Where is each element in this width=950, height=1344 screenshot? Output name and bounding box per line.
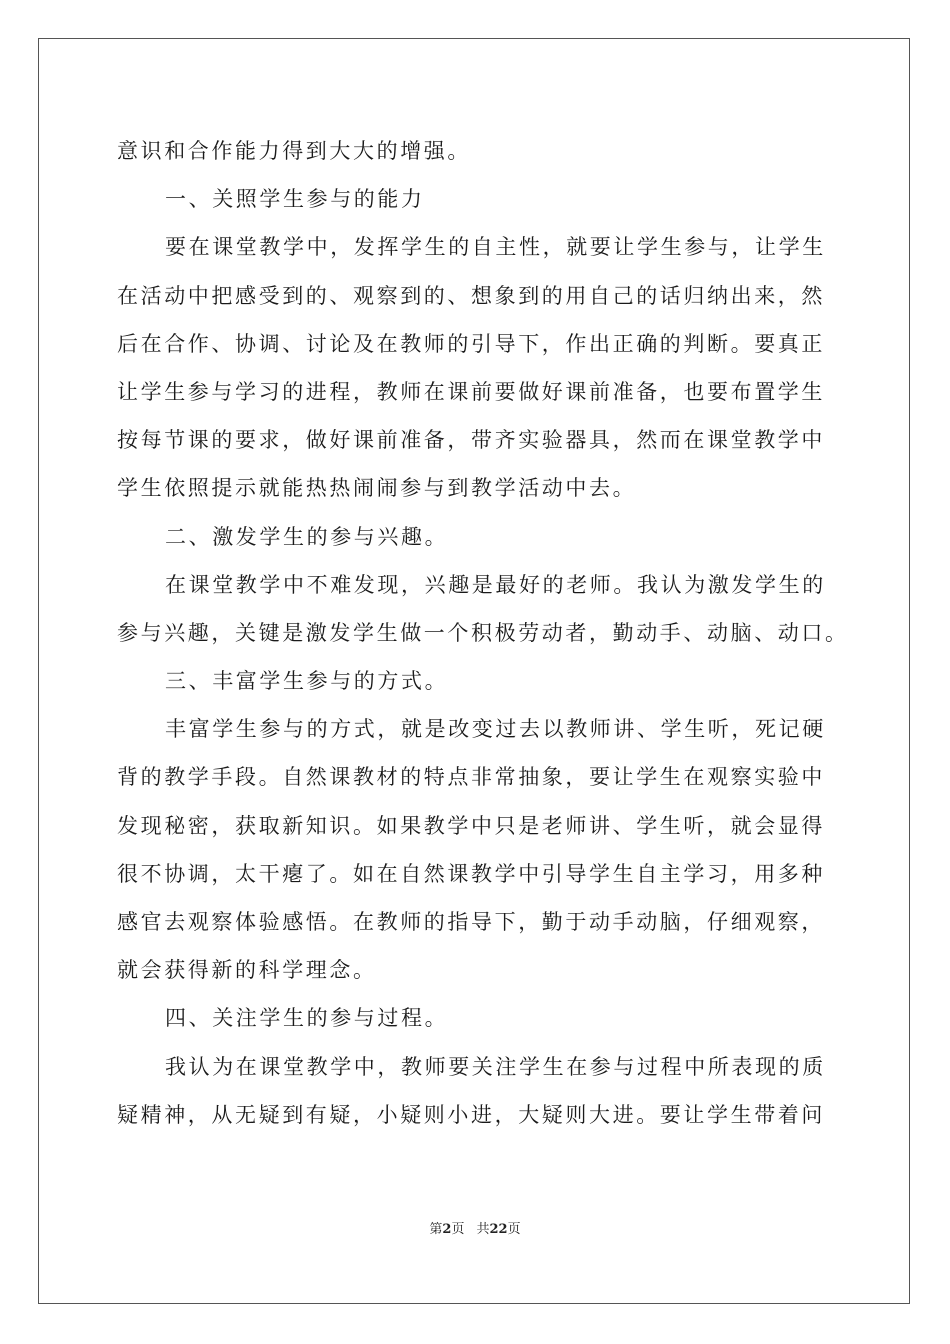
text-line: 意识和合作能力得到大大的增强。: [117, 139, 471, 163]
text-line: 在活动中把感受到的、观察到的、想象到的用自己的话归纳出来，然: [117, 283, 825, 308]
footer-page-suffix: 页: [451, 1222, 465, 1237]
text-line: 背的教学手段。自然课教材的特点非常抽象，要让学生在观察实验中: [117, 765, 825, 790]
text-line: 一、关照学生参与的能力: [165, 187, 425, 212]
footer-total-suffix: 页: [507, 1222, 521, 1237]
text-line: 就会获得新的科学理念。: [117, 958, 377, 983]
text-line: 参与兴趣，关键是激发学生做一个积极劳动者，勤动手、动脑、动口。: [117, 620, 849, 645]
text-line: 后在合作、协调、讨论及在教师的引导下，作出正确的判断。要真正: [117, 331, 825, 356]
text-line: 三、丰富学生参与的方式。: [165, 669, 449, 694]
text-line: 要在课堂教学中，发挥学生的自主性，就要让学生参与，让学生: [165, 235, 826, 260]
footer-total-prefix: 共: [476, 1222, 490, 1237]
text-line: 感官去观察体验感悟。在教师的指导下，勤于动手动脑，仔细观察，: [117, 910, 825, 934]
text-line: 学生依照提示就能热热闹闹参与到教学活动中去。: [117, 476, 637, 501]
text-line: 让学生参与学习的进程，教师在课前要做好课前准备，也要布置学生: [117, 379, 825, 404]
footer-page-number: 2: [442, 1222, 452, 1237]
page-footer: [0, 1218, 950, 1237]
text-line: 四、关注学生的参与过程。: [165, 1006, 449, 1031]
text-line: 丰富学生参与的方式，就是改变过去以教师讲、学生听，死记硬: [165, 717, 826, 742]
text-line: 发现秘密，获取新知识。如果教学中只是老师讲、学生听，就会显得: [117, 813, 825, 838]
footer-page-prefix: 第: [429, 1222, 443, 1237]
footer-total-pages: 22: [489, 1222, 508, 1237]
text-line: 疑精神，从无疑到有疑，小疑则小进，大疑则大进。要让学生带着问: [117, 1102, 825, 1127]
text-line: 我认为在课堂教学中，教师要关注学生在参与过程中所表现的质: [165, 1054, 826, 1079]
text-line: 在课堂教学中不难发现，兴趣是最好的老师。我认为激发学生的: [165, 572, 826, 597]
text-line: 二、激发学生的参与兴趣。: [165, 524, 449, 549]
text-line: 按每节课的要求，做好课前准备，带齐实验器具，然而在课堂教学中: [117, 428, 825, 453]
text-line: 很不协调，太干瘪了。如在自然课教学中引导学生自主学习，用多种: [117, 861, 825, 886]
document-body: [117, 127, 849, 1139]
